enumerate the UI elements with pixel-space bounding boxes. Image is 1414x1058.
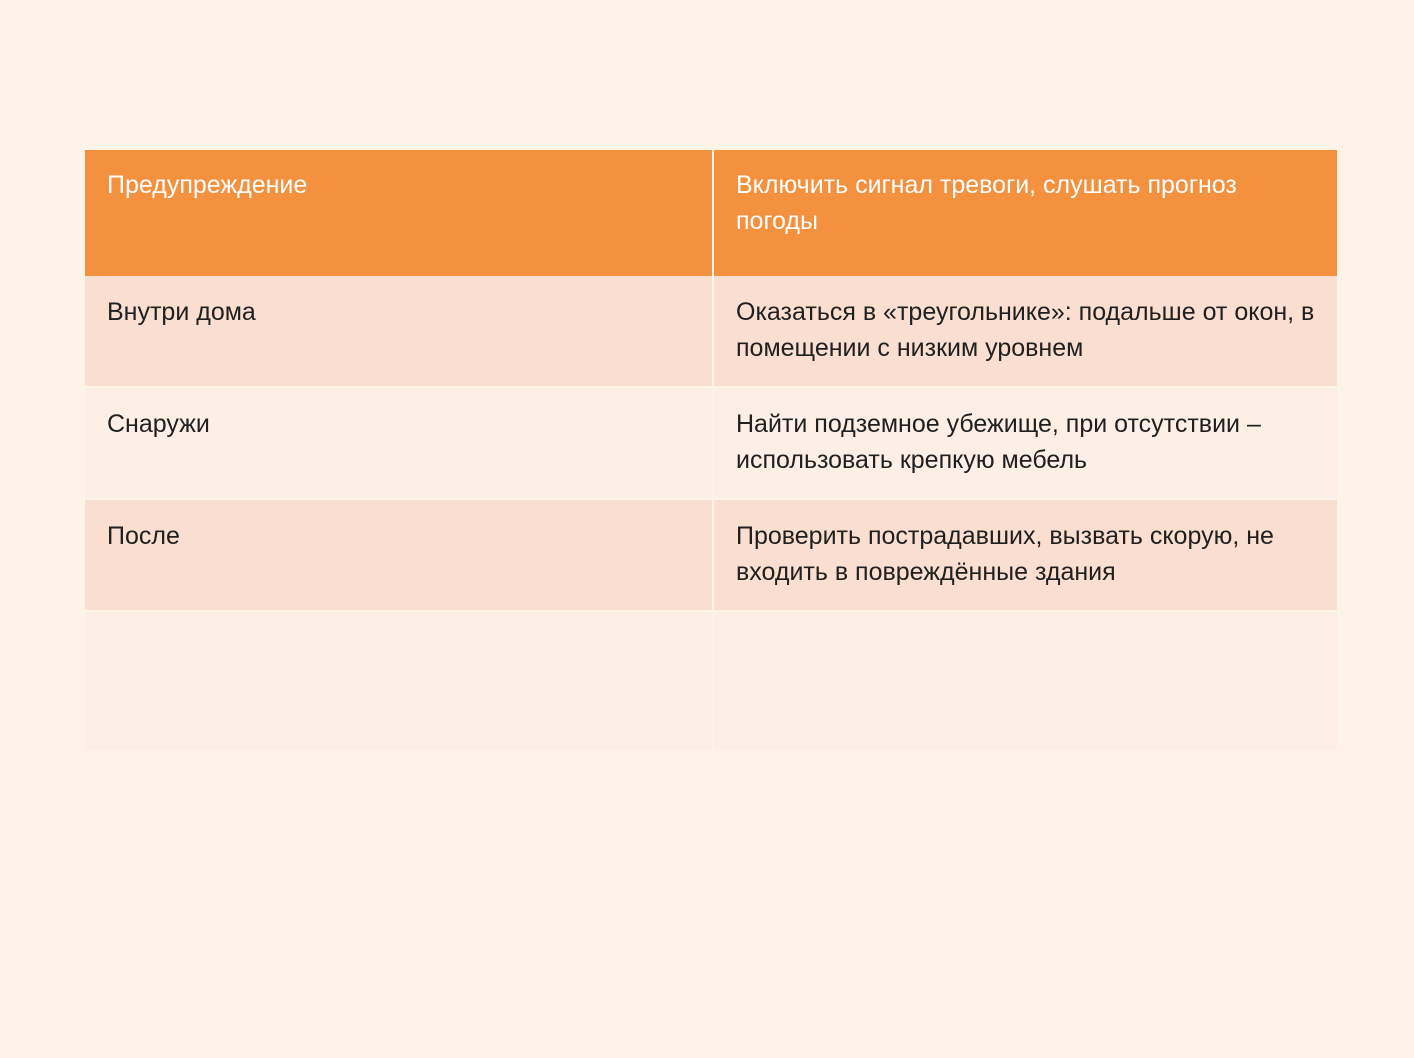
- table-row: [85, 611, 1337, 750]
- table-cell-text-situation: Снаружи: [107, 410, 210, 438]
- table-header-cell-situation: [85, 150, 713, 276]
- table-cell-situation: [85, 611, 713, 750]
- table-row: [85, 499, 1337, 611]
- table-cell-action: [713, 611, 1337, 750]
- table-row: [85, 276, 1337, 387]
- safety-table: [85, 150, 1337, 750]
- table-cell-situation: [85, 387, 713, 499]
- table-cell-text-action: Найти подземное убежище, при отсутствии – использовать крепкую мебель: [736, 410, 1261, 474]
- table-cell-text-action: Оказаться в «треугольнике»: подальше от окон, в помещении с низким уровнем: [736, 298, 1315, 362]
- table-row: [85, 387, 1337, 499]
- table-cell-situation: [85, 276, 713, 387]
- table-cell-action: [713, 387, 1337, 499]
- table-header-cell-action: [713, 150, 1337, 276]
- table-cell-text-situation: Внутри дома: [107, 298, 256, 326]
- table-cell-situation: [85, 499, 713, 611]
- table-cell-text-action: Проверить пострадавших, вызвать скорую, не входить в повреждённые здания: [736, 522, 1274, 586]
- table-cell-text-situation: После: [107, 522, 180, 550]
- table-header: [85, 150, 1337, 276]
- table-header-row: [85, 150, 1337, 276]
- table-body: [85, 276, 1337, 750]
- table-cell-action: [713, 499, 1337, 611]
- table-header-text-situation: Предупреждение: [107, 171, 308, 199]
- safety-table-container: [85, 150, 1337, 750]
- table-cell-action: [713, 276, 1337, 387]
- table-header-text-action: Включить сигнал тревоги, слушать прогноз погоды: [736, 171, 1237, 235]
